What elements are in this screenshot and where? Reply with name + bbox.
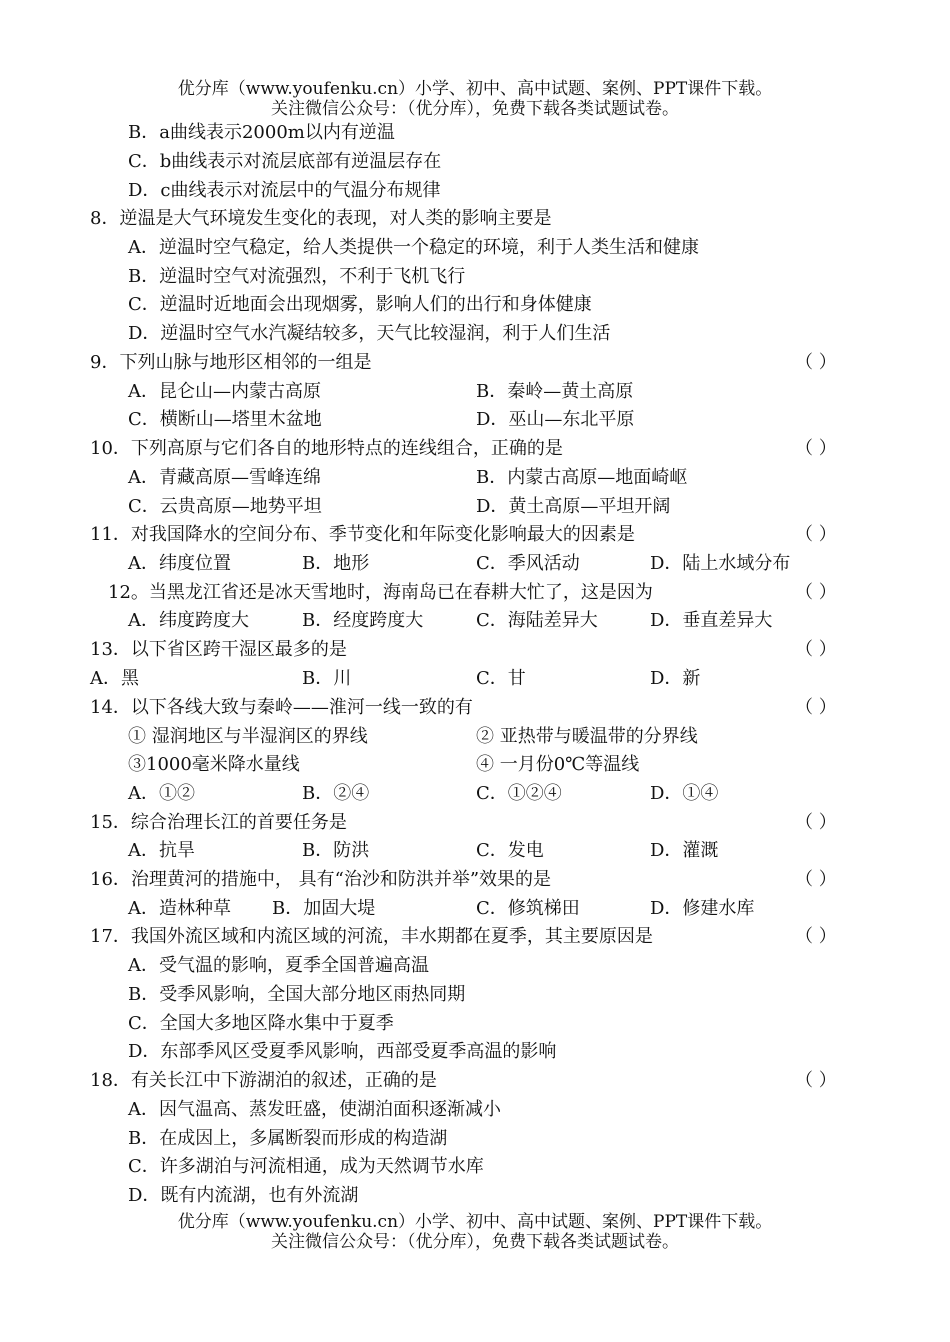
q8-option-a: A．逆温时空气稳定，给人类提供一个稳定的环境，利于人类生活和健康 — [128, 237, 699, 258]
q10-answer-paren: （ ） — [795, 438, 837, 459]
q16-stem: 16．治理黄河的措施中， 具有“治沙和防洪并举”效果的是 — [90, 869, 552, 890]
q13-stem: 13．以下省区跨干湿区最多的是 — [90, 639, 347, 660]
q10-option-b: B．内蒙古高原—地面崎岖 — [476, 467, 688, 488]
q11-option-d: D．陆上水域分布 — [650, 553, 791, 574]
q8-stem: 8．逆温是大气环境发生变化的表现，对人类的影响主要是 — [90, 208, 552, 229]
footer-line-2: 关注微信公众号：（优分库），免费下载各类试题试卷。 — [271, 1232, 679, 1252]
q14-statement-4: ④ 一月份0℃等温线 — [476, 754, 640, 775]
q15-option-a: A．抗旱 — [128, 840, 195, 861]
q14-option-a: A．①② — [128, 783, 195, 804]
header-line-2: 关注微信公众号：（优分库），免费下载各类试题试卷。 — [271, 99, 679, 119]
q14-option-c: C．①②④ — [476, 783, 562, 804]
header-line-1: 优分库（www.youfenku.cn）小学、初中、高中试题、案例、PPT课件下载。 — [177, 79, 773, 99]
q12-option-c: C．海陆差异大 — [476, 610, 598, 631]
q14-stem: 14．以下各线大致与秦岭——淮河一线一致的有 — [90, 697, 473, 718]
q14-answer-paren: （ ） — [795, 697, 837, 718]
q11-answer-paren: （ ） — [795, 524, 837, 545]
q18-answer-paren: （ ） — [795, 1070, 837, 1091]
q17-option-b: B．受季风影响，全国大部分地区雨热同期 — [128, 984, 466, 1005]
q12-answer-paren: （ ） — [795, 582, 837, 603]
q10-option-a: A．青藏高原—雪峰连绵 — [128, 467, 321, 488]
footer-line-1: 优分库（www.youfenku.cn）小学、初中、高中试题、案例、PPT课件下载。 — [177, 1212, 773, 1232]
q15-answer-paren: （ ） — [795, 812, 837, 833]
q9-option-c: C．横断山—塔里木盆地 — [128, 409, 322, 430]
q10-option-d: D．黄土高原—平坦开阔 — [476, 496, 671, 517]
q17-answer-paren: （ ） — [795, 926, 837, 947]
q11-option-c: C．季风活动 — [476, 553, 580, 574]
q13-answer-paren: （ ） — [795, 639, 837, 660]
q11-option-a: A．纬度位置 — [128, 553, 231, 574]
q15-stem: 15．综合治理长江的首要任务是 — [90, 812, 347, 833]
q14-statement-3: ③1000毫米降水量线 — [128, 754, 300, 775]
q7-option-b: B．a曲线表示2000m以内有逆温 — [128, 122, 395, 143]
q18-option-a: A．因气温高、蒸发旺盛，使湖泊面积逐渐减小 — [128, 1099, 501, 1120]
q16-option-a: A．造林种草 — [128, 898, 231, 919]
q13-option-b: B．川 — [302, 668, 352, 689]
q14-statement-1: ① 湿润地区与半湿润区的界线 — [128, 726, 368, 747]
q7-option-c: C．b曲线表示对流层底部有逆温层存在 — [128, 151, 442, 172]
q16-option-c: C．修筑梯田 — [476, 898, 580, 919]
q16-option-b: B．加固大堤 — [272, 898, 376, 919]
q10-stem: 10．下列高原与它们各自的地形特点的连线组合，正确的是 — [90, 438, 563, 459]
q9-option-d: D．巫山—东北平原 — [476, 409, 635, 430]
q18-option-b: B．在成因上，多属断裂而形成的构造湖 — [128, 1128, 448, 1149]
q13-option-c: C．甘 — [476, 668, 526, 689]
q9-answer-paren: （ ） — [795, 352, 837, 373]
q18-stem: 18．有关长江中下游湖泊的叙述，正确的是 — [90, 1070, 437, 1091]
q9-stem: 9．下列山脉与地形区相邻的一组是 — [90, 352, 372, 373]
q17-option-d: D．东部季风区受夏季风影响，西部受夏季高温的影响 — [128, 1041, 557, 1062]
q14-statement-2: ② 亚热带与暖温带的分界线 — [476, 726, 698, 747]
q11-stem: 11．对我国降水的空间分布、季节变化和年际变化影响最大的因素是 — [90, 524, 635, 545]
q16-answer-paren: （ ） — [795, 869, 837, 890]
q11-option-b: B．地形 — [302, 553, 370, 574]
q16-option-d: D．修建水库 — [650, 898, 755, 919]
q17-option-c: C．全国大多地区降水集中于夏季 — [128, 1013, 394, 1034]
q12-option-d: D．垂直差异大 — [650, 610, 773, 631]
q7-option-d: D．c曲线表示对流层中的气温分布规律 — [128, 180, 441, 201]
q13-option-d: D．新 — [650, 668, 701, 689]
q15-option-d: D．灌溉 — [650, 840, 719, 861]
q17-option-a: A．受气温的影响，夏季全国普遍高温 — [128, 955, 429, 976]
q18-option-d: D．既有内流湖，也有外流湖 — [128, 1185, 359, 1206]
q12-stem: 12。当黑龙江省还是冰天雪地时，海南岛已在春耕大忙了，这是因为 — [108, 582, 653, 603]
q8-option-c: C．逆温时近地面会出现烟雾，影响人们的出行和身体健康 — [128, 294, 592, 315]
q8-option-d: D．逆温时空气水汽凝结较多，天气比较湿润，利于人们生活 — [128, 323, 611, 344]
q8-option-b: B．逆温时空气对流强烈，不利于飞机飞行 — [128, 266, 466, 287]
q15-option-c: C．发电 — [476, 840, 544, 861]
q9-option-b: B．秦岭—黄土高原 — [476, 381, 634, 402]
q15-option-b: B．防洪 — [302, 840, 370, 861]
q14-option-d: D．①④ — [650, 783, 719, 804]
q13-option-a: A．黑 — [90, 668, 139, 689]
q9-option-a: A．昆仑山—内蒙古高原 — [128, 381, 321, 402]
q18-option-c: C．许多湖泊与河流相通，成为天然调节水库 — [128, 1156, 484, 1177]
q14-option-b: B．②④ — [302, 783, 370, 804]
q17-stem: 17．我国外流区域和内流区域的河流，丰水期都在夏季，其主要原因是 — [90, 926, 653, 947]
q12-option-b: B．经度跨度大 — [302, 610, 424, 631]
q12-option-a: A．纬度跨度大 — [128, 610, 249, 631]
q10-option-c: C．云贵高原—地势平坦 — [128, 496, 322, 517]
